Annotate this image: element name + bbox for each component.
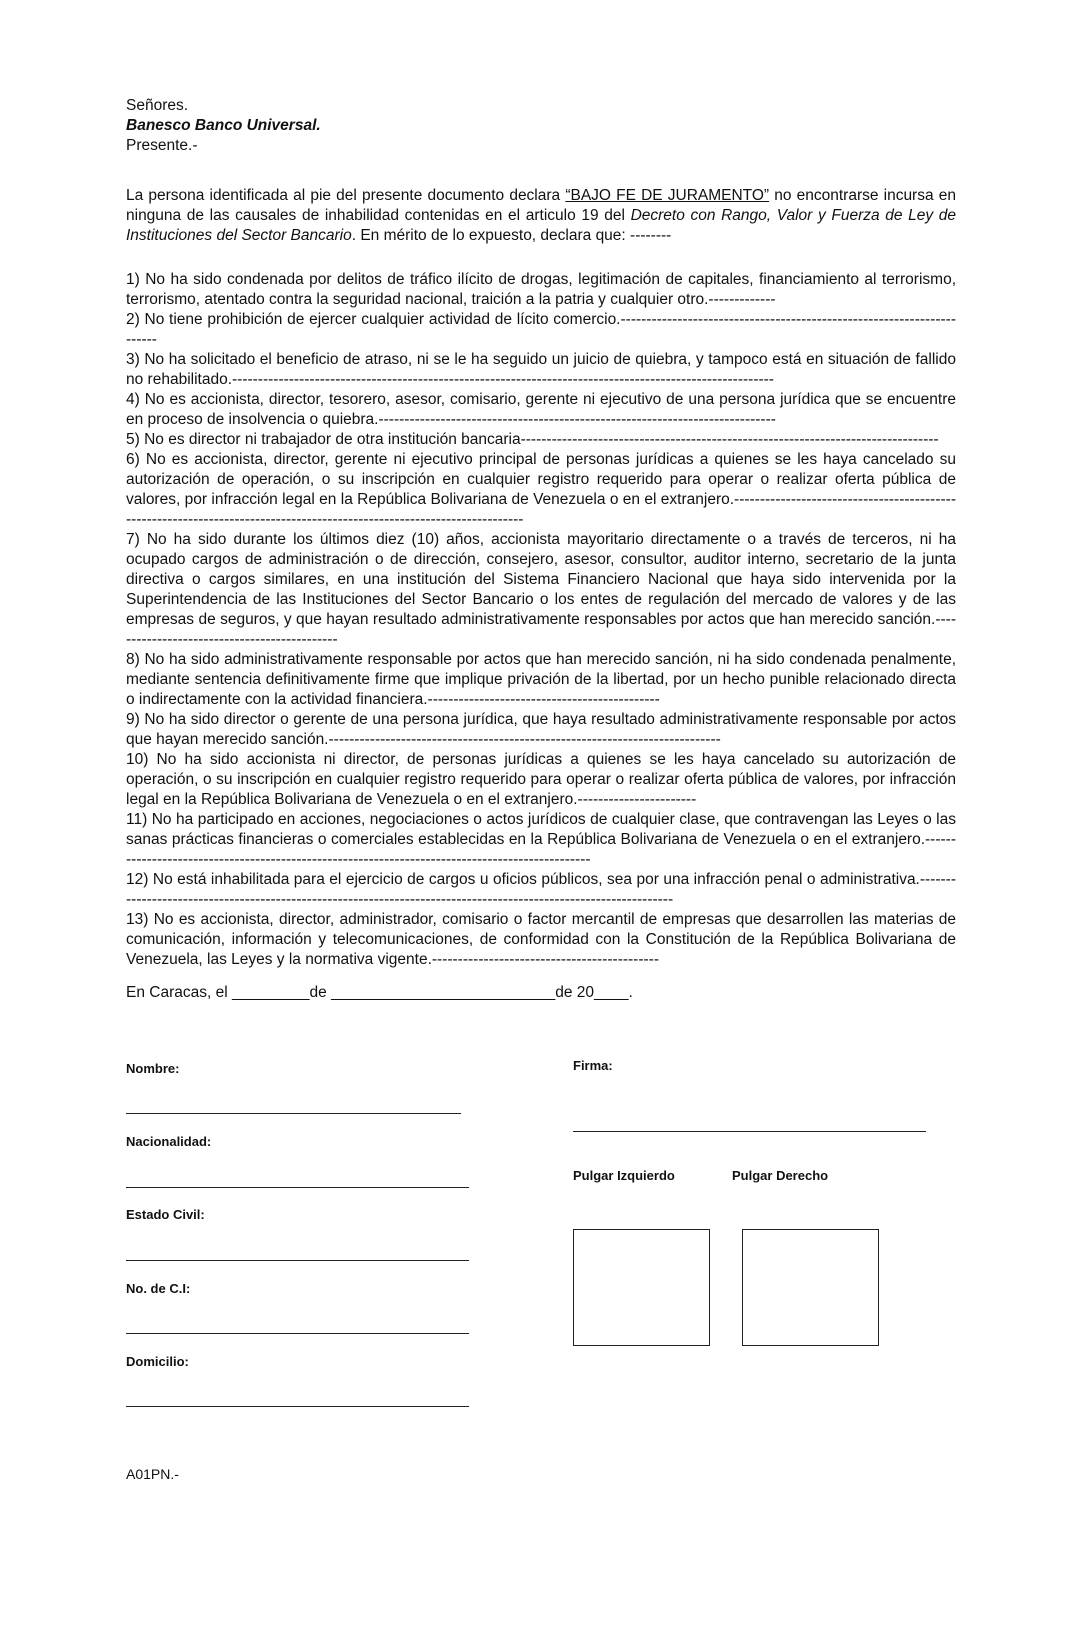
intro-before: La persona identificada al pie del presente documento declara [126, 187, 566, 204]
firma-line[interactable] [573, 1131, 926, 1132]
right-thumbprint-box[interactable] [742, 1229, 879, 1346]
clause-13: 13) No es accionista, director, administrador, comisario o factor mercantil de empresas que desarrollen las materias de comunicación, información y telecomunicaciones, de conformidad con la Constitución de la República Bolivariana de Venezuela, las Leyes y la normativa vigente.-------------------------------------------- [126, 911, 956, 968]
pulgar-derecho-label: Pulgar Derecho [732, 1168, 829, 1183]
cedula-label: No. de C.I: [126, 1281, 191, 1296]
intro-middle: no encontrarse incursa en ninguna de las causales de inhabilidad contenidas en el articulo 19 del [126, 187, 956, 224]
salutation: Señores. [126, 97, 189, 114]
clause-2: 2) No tiene prohibición de ejercer cualquier actividad de lícito comercio.----------------------------------------------------------------------- [126, 311, 956, 348]
estado-civil-line[interactable] [126, 1260, 469, 1261]
clause-11: 11) No ha participado en acciones, negociaciones o actos jurídicos de cualquier clase, que contravengan las Leyes o las sanas prácticas financieras o comerciales establecidas en la República Bolivariana de Venezuela o en el extranjero.------------------------------------------------------------------------------------------------ [126, 811, 956, 868]
clause-8: 8) No ha sido administrativamente responsable por actos que han merecido sanción, ni ha sido condenada penalmente, mediante sentencia definitivamente firme que implique privación de la libertad, por un hecho punible relacionado directa o indirectamente con la actividad financiera.--------------------------------------------- [126, 651, 956, 708]
letter-header [126, 96, 956, 156]
clause-12: 12) No está inhabilitada para el ejercicio de cargos u oficios públicos, sea por una infracción penal o administrativa.----------------------------------------------------------------------------------------------------------------- [126, 871, 956, 908]
clause-1: 1) No ha sido condenada por delitos de tráfico ilícito de drogas, legitimación de capitales, financiamiento al terrorismo, terrorismo, atentado contra la seguridad nacional, traición a la patria y cualquier otro.------------- [126, 271, 956, 308]
intro-paragraph [126, 186, 956, 246]
date-line: En Caracas, el _________de __________________________de 20____. [126, 984, 633, 1001]
clause-10: 10) No ha sido accionista ni director, de personas jurídicas a quienes se les haya cancelado su autorización de operación, o su inscripción en cualquier registro requerido para operar o realizar oferta pública de valores, por infracción legal en la República Bolivariana de Venezuela o en el extranjero.----------------------- [126, 751, 956, 808]
bank-name: Banesco Banco Universal. [126, 117, 321, 134]
firma-label: Firma: [573, 1058, 613, 1073]
domicilio-line[interactable] [126, 1406, 469, 1407]
clause-9: 9) No ha sido director o gerente de una persona jurídica, que haya resultado administrativamente responsable por actos que hayan merecido sanción.---------------------------------------------------------------------------- [126, 711, 956, 748]
clause-4: 4) No es accionista, director, tesorero, asesor, comisario, gerente ni ejecutivo de una persona jurídica que se encuentre en proceso de insolvencia o quiebra.----------------------------------------------------------------------------- [126, 391, 956, 428]
clause-5: 5) No es director ni trabajador de otra institución bancaria--------------------------------------------------------------------------------- [126, 431, 939, 448]
nacionalidad-line[interactable] [126, 1187, 469, 1188]
presente-line: Presente.- [126, 137, 198, 154]
oath-phrase: “BAJO FE DE JURAMENTO” [565, 187, 770, 204]
law-title: Decreto con Rango, Valor y Fuerza de Ley de Instituciones del Sector Bancario [126, 207, 956, 244]
cedula-line[interactable] [126, 1333, 469, 1334]
domicilio-label: Domicilio: [126, 1354, 189, 1369]
pulgar-izquierdo-label: Pulgar Izquierdo [573, 1168, 675, 1183]
nacionalidad-label: Nacionalidad: [126, 1134, 212, 1149]
form-code: A01PN.- [126, 1466, 179, 1482]
estado-civil-label: Estado Civil: [126, 1207, 205, 1222]
intro-after: . En mérito de lo expuesto, declara que: -------- [351, 227, 672, 244]
nombre-label: Nombre: [126, 1061, 180, 1076]
clause-3: 3) No ha solicitado el beneficio de atraso, ni se le ha seguido un juicio de quiebra, y tampoco está en situación de fallido no rehabilitado.--------------------------------------------------------------------------------------------------------- [126, 351, 956, 388]
clauses-list [126, 270, 956, 970]
clause-7: 7) No ha sido durante los últimos diez (10) años, accionista mayoritario directamente o a través de terceros, ni ha ocupado cargos de administración o de dirección, consejero, asesor, consultor, auditor interno, secretario de la junta directiva o cargos similares, en una institución del Sistema Financiero Nacional que haya sido intervenida por la Superintendencia de las Instituciones del Sector Bancario o los entes de regulación del mercado de valores y de las empresas de seguros, y que hayan resultado administrativamente responsables por actos que han merecido sanción.--------------------------------------------- [126, 531, 956, 648]
nombre-line[interactable] [126, 1113, 461, 1114]
left-thumbprint-box[interactable] [573, 1229, 710, 1346]
clause-6: 6) No es accionista, director, gerente ni ejecutivo principal de personas jurídicas a quienes se les haya cancelado su autorización de operación, o su inscripción en cualquier registro requerido para operar o realizar oferta pública de valores, por infracción legal en la República Bolivariana de Venezuela o en el extranjero.------------------------------------------------------------------------------------------------------------------------ [126, 451, 956, 528]
